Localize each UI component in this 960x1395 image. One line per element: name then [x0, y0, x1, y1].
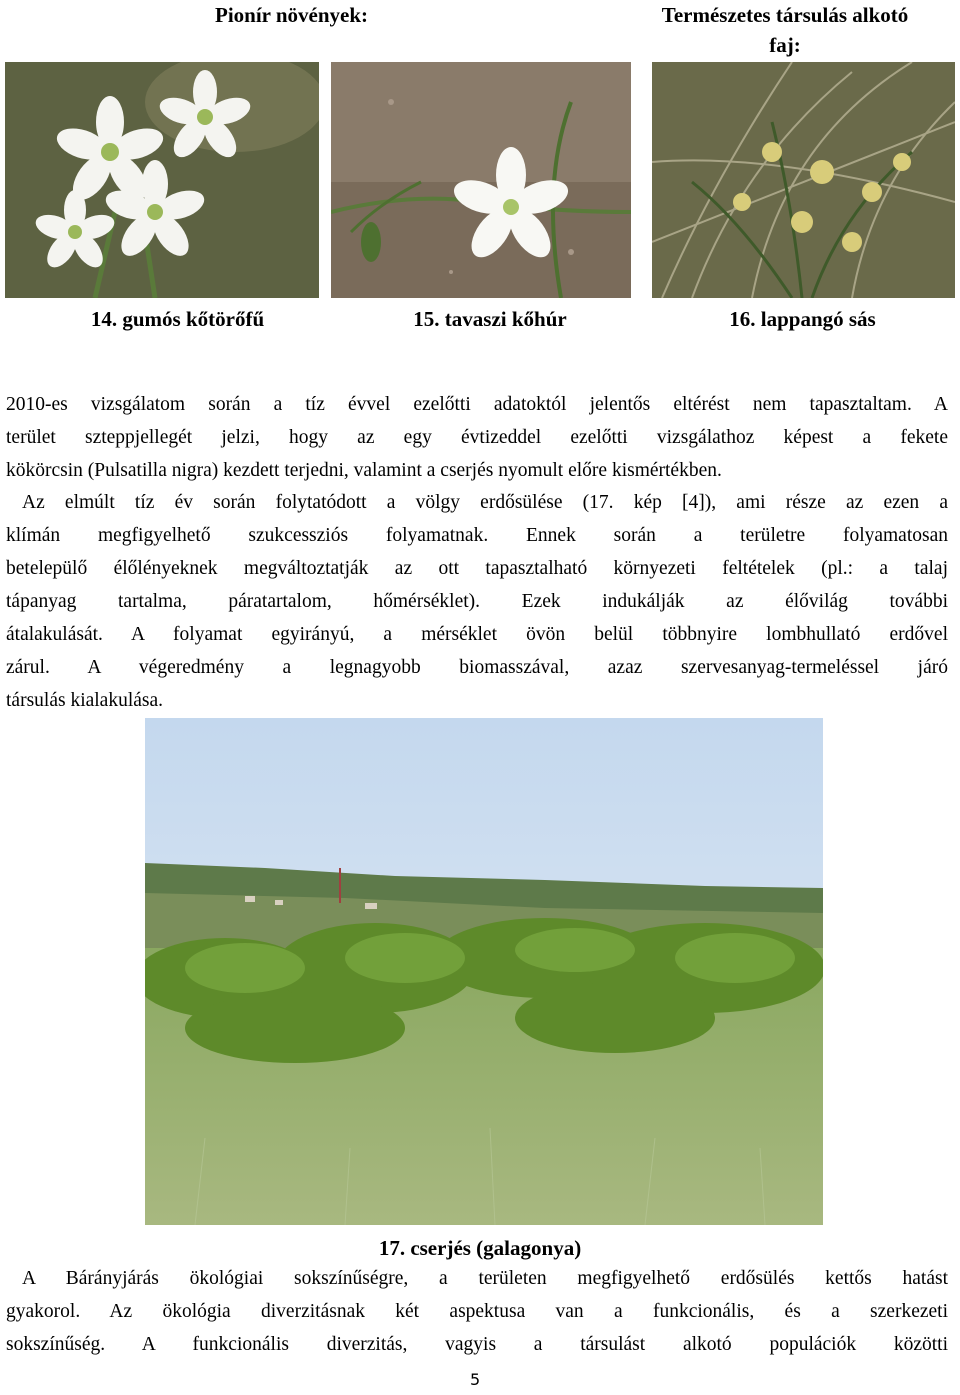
paragraph-3-line: A Bárányjárás ökológiai sokszínűségre, a területen megfigyelhető erdősülés kettős hatást: [22, 1268, 948, 1289]
paragraph-1-line: kökörcsin (Pulsatilla nigra) kezdett terjedni, valamint a cserjés nyomult előre kismértékben.: [6, 460, 722, 481]
photo-shrubland: [145, 718, 823, 1225]
paragraph-2-line: betelepülő élőlényeknek megváltoztatják az ott tapasztalható környezeti feltételek (pl.: a talaj: [6, 558, 948, 579]
caption-17: 17. cserjés (galagonya): [378, 1236, 582, 1260]
paragraph-2-line: zárul. A végeredmény a legnagyobb biomasszával, azaz szervesanyag-termeléssel járó: [6, 657, 948, 678]
caption-15: 15. tavaszi kőhúr: [413, 307, 567, 331]
paragraph-2-line: társulás kialakulása.: [6, 690, 164, 711]
paragraph-2-line: átalakulását. A folyamat egyirányú, a mérséklet övön belül többnyire lombhullató erdővel: [6, 624, 948, 645]
caption-16: 16. lappangó sás: [729, 307, 876, 331]
header-community-line1: Természetes társulás alkotó: [661, 3, 909, 27]
paragraph-3: [6, 1262, 948, 1361]
caption-14: 14. gumós kőtörőfű: [90, 307, 265, 331]
paragraph-3-line: sokszínűség. A funkcionális diverzitás, vagyis a társulást alkotó populációk közötti: [6, 1334, 948, 1355]
shrubland-landscape-icon: [145, 718, 823, 1225]
paragraph-2-line: tápanyag tartalma, páratartalom, hőmérséklet). Ezek indukálják az élővilág további: [6, 591, 948, 612]
header-community-species: [620, 0, 950, 60]
page-number: 5: [470, 1370, 481, 1389]
white-saxifrage-flowers-icon: [5, 62, 319, 298]
paragraph-2-line: klímán megfigyelhető szukcessziós folyamatnak. Ennek során a területre folyamatosan: [6, 525, 948, 546]
paragraph-2: [6, 486, 948, 717]
photo-chickweed: [331, 62, 631, 298]
photo-saxifrage: [5, 62, 319, 298]
header-community-line2: faj:: [769, 33, 801, 57]
photo-sedge: [652, 62, 955, 298]
white-chickweed-flower-icon: [331, 62, 631, 298]
paragraph-2-line: Az elmúlt tíz év során folytatódott a völgy erdősülése (17. kép [4]), ami része az ezen a: [22, 492, 948, 513]
paragraph-1: [6, 388, 948, 487]
header-pioneer-plants: Pionír növények:: [215, 3, 369, 27]
paragraph-1-line: terület szteppjellegét jelzi, hogy az egy évtizeddel ezelőtti vizsgálathoz képest a fekete: [6, 427, 948, 448]
paragraph-3-line: gyakorol. Az ökológia diverzitásnak két aspektusa van a funkcionális, és a szerkezeti: [6, 1301, 948, 1322]
paragraph-1-line: 2010-es vizsgálatom során a tíz évvel ezelőtti adatoktól jelentős eltérést nem tapasztaltam. A: [6, 394, 948, 415]
sedge-grass-tuft-icon: [652, 62, 955, 298]
